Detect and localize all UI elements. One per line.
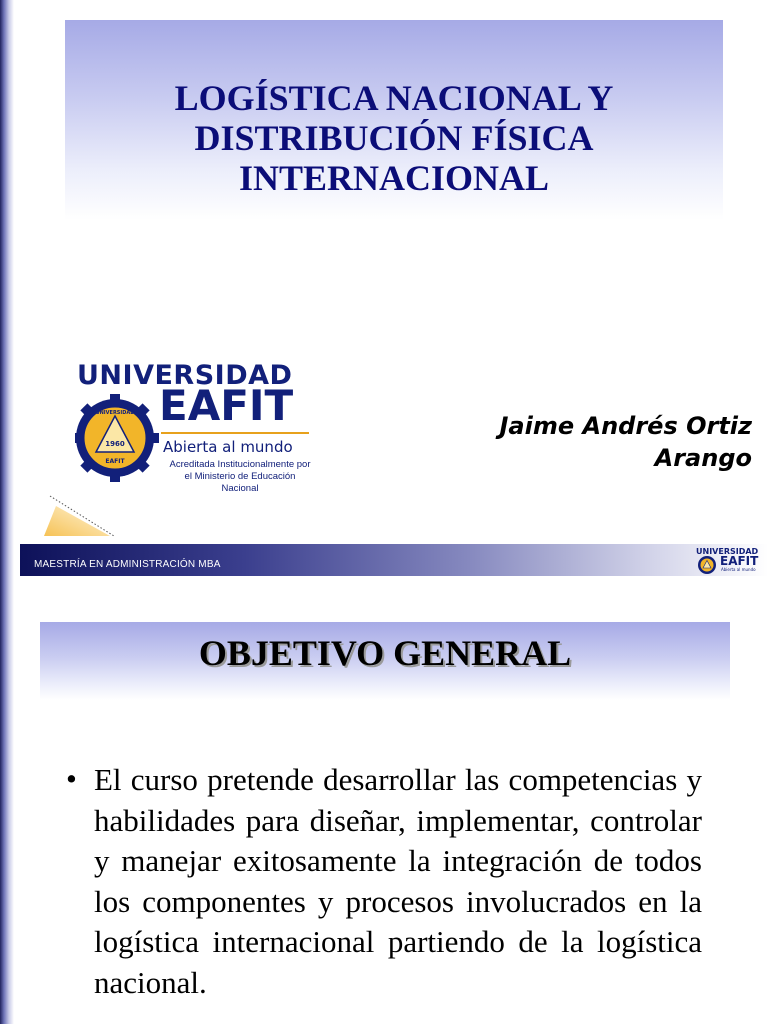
logo-gold-rule [161,432,309,434]
slide-objective [20,584,768,1024]
logo-word-eafit: EAFIT [159,381,294,430]
eafit-logo [75,360,315,494]
mini-logo-word2: EAFIT [720,554,759,568]
logo-accreditation: Acreditada Institucionalmente por el Ministerio de Educación Nacional [169,459,311,494]
slide-title [20,0,768,576]
eafit-seal-icon [75,388,161,484]
seal-ring-text: UNIVERSIDAD [95,410,135,416]
left-edge-rail [0,0,20,1024]
mini-seal-icon [697,555,717,575]
logo-word-universidad: UNIVERSIDAD [77,360,293,391]
slide-title-heading: LOGÍSTICA NACIONAL Y DISTRIBUCIÓN FÍSICA INTERNACIONAL [174,78,614,198]
footer-band [20,544,768,576]
logo-tagline: Abierta al mundo [163,438,293,456]
objective-title: OBJETIVO GENERAL [198,633,572,673]
footer-program-label: MAESTRÍA EN ADMINISTRACIÓN MBA [34,559,221,570]
objective-body: El curso pretende desarrollar las competencias y habilidades para diseñar, implementar, controlar y manejar exitosamente la integración de todos los componentes y procesos involucrados en la logística internacional partiendo de la logística nacional. [94,762,702,1000]
mini-logo-tagline: Abierta al mundo [721,567,756,572]
footer-mini-logo [694,547,764,574]
seal-year: 1960 [105,440,125,448]
bullet-mark: • [66,761,77,796]
decorative-swoosh-icon [40,488,120,538]
author-name: Jaime Andrés Ortiz Arango [499,412,752,472]
seal-bottom-text: EAFIT [105,458,125,465]
mini-logo-word1: UNIVERSIDAD [696,547,759,556]
